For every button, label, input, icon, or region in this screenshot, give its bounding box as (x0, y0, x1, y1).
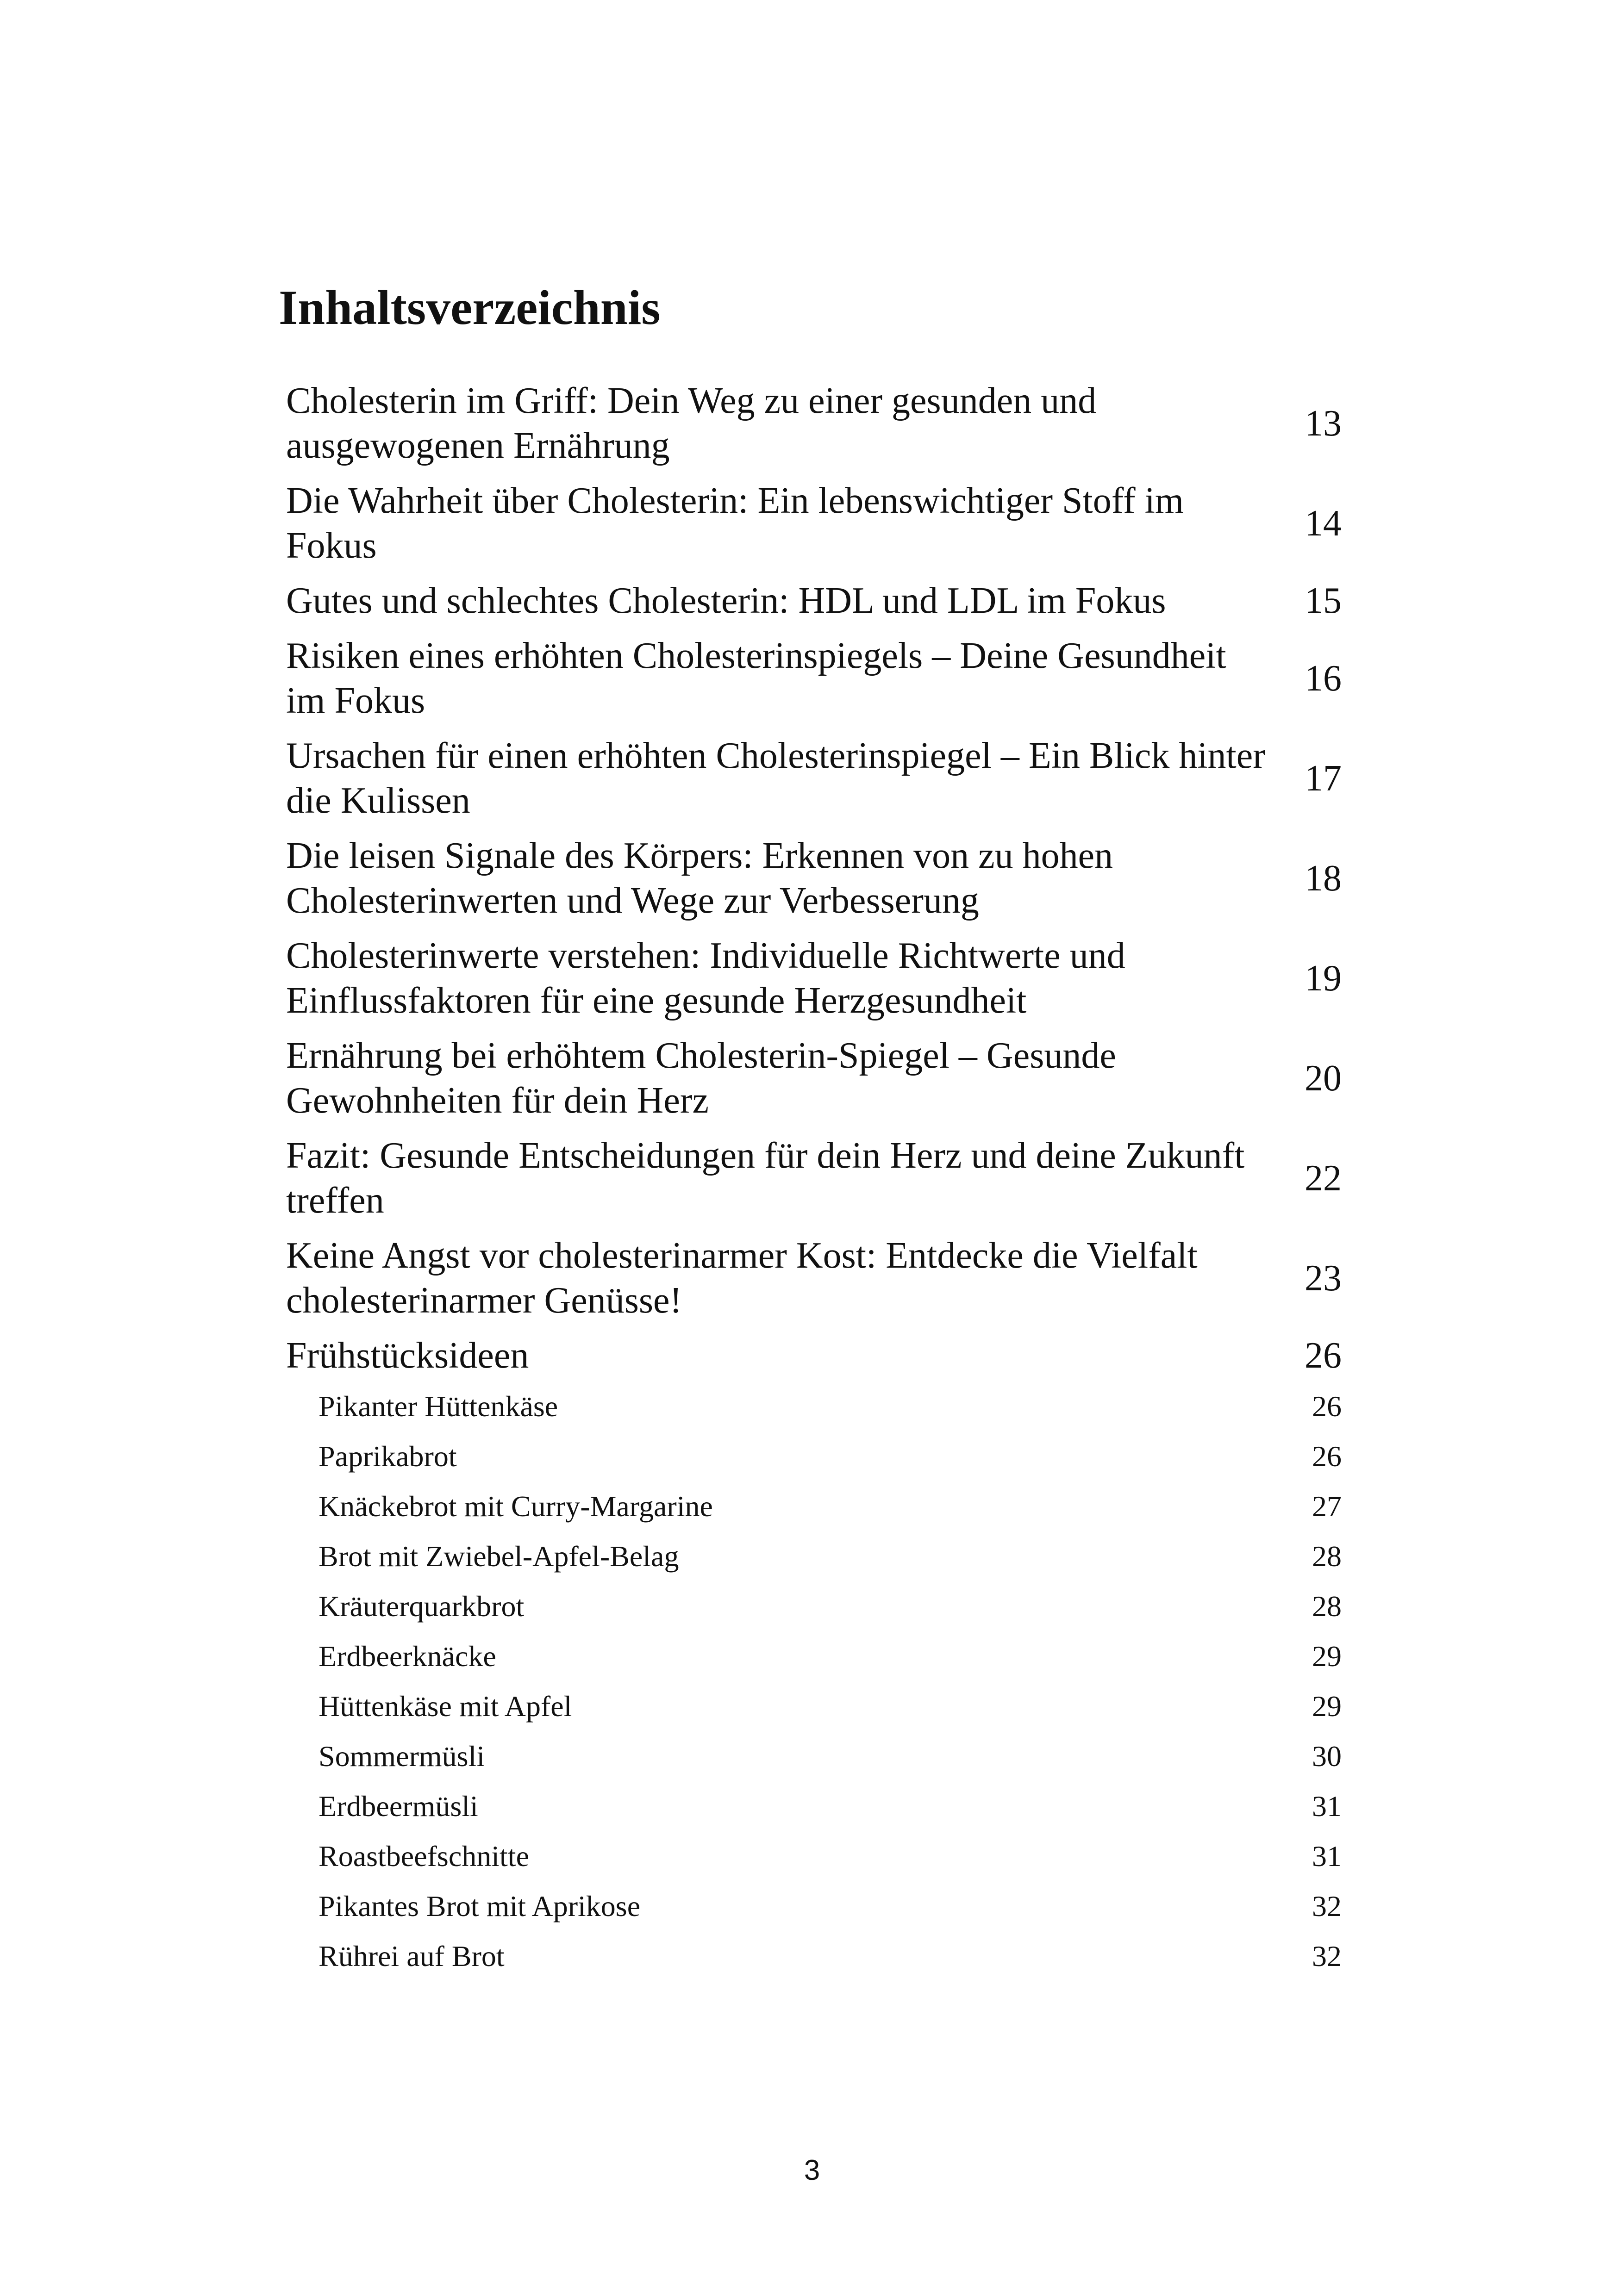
toc-entry-label: Cholesterinwerte verstehen: Individuelle Richtwerte und Einflussfaktoren für eine gesunde Herzgesundheit (286, 935, 1125, 1021)
toc-entry-label: Frühstücksideen (286, 1335, 529, 1376)
toc-entry-page: 17 (1305, 758, 1342, 799)
toc-subentry-label: Pikanter Hüttenkäse (319, 1390, 558, 1423)
toc-subentry-page: 32 (1312, 1940, 1342, 1972)
toc-subentry-page: 26 (1312, 1390, 1342, 1423)
toc-subentry[interactable] (286, 1587, 1342, 1625)
toc-subentry[interactable] (286, 1887, 1342, 1925)
toc-entry-label: Cholesterin im Griff: Dein Weg zu einer gesunden und ausgewogenen Ernährung (286, 380, 1097, 466)
toc-entry-page: 20 (1305, 1058, 1342, 1099)
toc-subentry-page: 29 (1312, 1640, 1342, 1673)
toc-subentry-page: 32 (1312, 1890, 1342, 1923)
toc-entry-page: 18 (1305, 858, 1342, 899)
toc-entry-label: Fazit: Gesunde Entscheidungen für dein Herz und deine Zukunft treffen (286, 1135, 1245, 1221)
toc-subentry[interactable] (286, 1637, 1342, 1675)
toc-entry[interactable] (286, 1333, 1342, 1378)
toc-entry[interactable] (286, 479, 1342, 568)
toc-subentry[interactable] (286, 1737, 1342, 1775)
toc-subentry[interactable] (286, 1937, 1342, 1975)
toc-subentry-page: 28 (1312, 1540, 1342, 1573)
toc-entry[interactable] (286, 379, 1342, 468)
toc-subentry-label: Rührei auf Brot (319, 1940, 505, 1972)
toc-subentry-label: Sommermüsli (319, 1740, 485, 1773)
toc-subentry-label: Paprikabrot (319, 1440, 457, 1473)
toc-entry-page: 14 (1305, 503, 1342, 544)
toc-subentry[interactable] (286, 1687, 1342, 1725)
toc-entry[interactable] (286, 579, 1342, 623)
toc-entry-label: Ernährung bei erhöhtem Cholesterin-Spiegel – Gesunde Gewohnheiten für dein Herz (286, 1035, 1116, 1121)
toc-entry-page: 15 (1305, 580, 1342, 621)
toc-subentry[interactable] (286, 1537, 1342, 1575)
toc-entry[interactable] (286, 734, 1342, 823)
toc-entry[interactable] (286, 1233, 1342, 1323)
toc-subentry[interactable] (286, 1837, 1342, 1875)
toc-entry-page: 26 (1305, 1335, 1342, 1376)
toc-subentry-label: Hüttenkäse mit Apfel (319, 1690, 572, 1723)
page-title: Inhaltsverzeichnis (279, 280, 661, 335)
toc-entry-label: Keine Angst vor cholesterinarmer Kost: Entdecke die Vielfalt cholesterinarmer Genüsse! (286, 1235, 1198, 1321)
toc-subentry-label: Roastbeefschnitte (319, 1840, 529, 1873)
toc-entry[interactable] (286, 1033, 1342, 1123)
toc-subentry-page: 30 (1312, 1740, 1342, 1773)
toc-entry[interactable] (286, 933, 1342, 1023)
toc-entry-label: Die Wahrheit über Cholesterin: Ein lebenswichtiger Stoff im Fokus (286, 480, 1184, 566)
toc-entry-page: 23 (1305, 1257, 1342, 1299)
toc-subentry-page: 29 (1312, 1690, 1342, 1723)
toc-subentry[interactable] (286, 1437, 1342, 1475)
toc-subentry[interactable] (286, 1787, 1342, 1825)
toc-entry-page: 16 (1305, 658, 1342, 699)
toc-subentry-label: Brot mit Zwiebel-Apfel-Belag (319, 1540, 679, 1573)
toc-entry-label: Risiken eines erhöhten Cholesterinspiegels – Deine Gesundheit im Fokus (286, 635, 1226, 721)
toc-entry[interactable] (286, 634, 1342, 723)
toc-entry[interactable] (286, 1133, 1342, 1223)
toc-subentry-page: 26 (1312, 1440, 1342, 1473)
table-of-contents (286, 379, 1342, 1987)
toc-subentry-page: 28 (1312, 1590, 1342, 1623)
toc-subentry-label: Knäckebrot mit Curry-Margarine (319, 1490, 713, 1523)
toc-subentry-label: Pikantes Brot mit Aprikose (319, 1890, 641, 1923)
toc-subentry-label: Kräuterquarkbrot (319, 1590, 525, 1623)
toc-entry-label: Die leisen Signale des Körpers: Erkennen von zu hohen Cholesterinwerten und Wege zur Verbesserung (286, 835, 1113, 921)
toc-entry[interactable] (286, 834, 1342, 923)
toc-subentry-label: Erdbeermüsli (319, 1790, 478, 1823)
toc-entry-label: Ursachen für einen erhöhten Cholesterinspiegel – Ein Blick hinter die Kulissen (286, 735, 1265, 821)
toc-entry-page: 13 (1305, 403, 1342, 444)
page-number: 3 (804, 2154, 820, 2186)
toc-subentry[interactable] (286, 1487, 1342, 1525)
toc-subentry[interactable] (286, 1388, 1342, 1425)
toc-subentry-label: Erdbeerknäcke (319, 1640, 496, 1673)
toc-subentry-page: 27 (1312, 1490, 1342, 1523)
toc-entry-label: Gutes und schlechtes Cholesterin: HDL und LDL im Fokus (286, 580, 1166, 621)
toc-subentry-page: 31 (1312, 1790, 1342, 1823)
toc-subentry-page: 31 (1312, 1840, 1342, 1873)
toc-entry-page: 19 (1305, 958, 1342, 999)
toc-entry-page: 22 (1305, 1157, 1342, 1199)
